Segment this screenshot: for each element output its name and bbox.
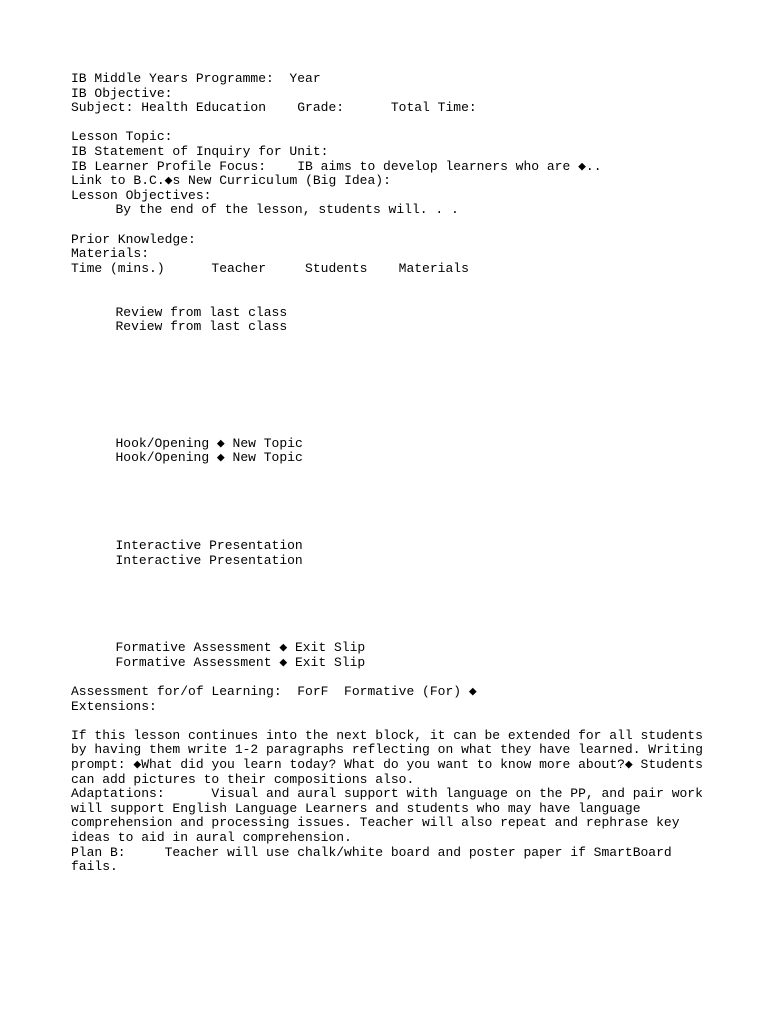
lesson-topic-line: Lesson Topic: [71, 129, 173, 145]
plan-b-paragraph: Plan B: Teacher will use chalk/white board and poster paper if SmartBoard fails. [71, 844, 672, 875]
activity-hook-line-2: Hook/Opening ◆ New Topic [115, 450, 303, 466]
activity-presentation-line-2: Interactive Presentation [115, 552, 303, 568]
lesson-objectives-label: Lesson Objectives: [71, 187, 212, 203]
prior-knowledge-line: Prior Knowledge: [71, 231, 196, 247]
activity-presentation-line-1: Interactive Presentation [115, 538, 303, 554]
learner-profile-line: IB Learner Profile Focus: IB aims to develop learners who are ◆.. [71, 158, 602, 174]
table-header-line: Time (mins.) Teacher Students Materials [71, 260, 469, 276]
extensions-paragraph: If this lesson continues into the next block, it can be extended for all students by having them write 1-2 paragraphs reflecting on what they have learned. Writing prompt: ◆What did you learn today? What do you want to know more about?◆ Students can add pictures to their compositions also. [71, 727, 703, 787]
statement-of-inquiry-line: IB Statement of Inquiry for Unit: [71, 143, 329, 159]
adaptations-paragraph: Adaptations: Visual and aural support with language on the PP, and pair work will support English Language Learners and students who may have language comprehension and processing issues. Teacher will also repeat and rephrase key ideas to aid in aural comprehension. [71, 786, 703, 845]
activity-hook-line-1: Hook/Opening ◆ New Topic [115, 435, 303, 451]
programme-line: IB Middle Years Programme: Year [71, 71, 321, 86]
activity-formative-line-1: Formative Assessment ◆ Exit Slip [115, 640, 366, 656]
extensions-label: Extensions: [71, 698, 157, 714]
activity-formative-line-2: Formative Assessment ◆ Exit Slip [115, 654, 366, 670]
subject-line: Subject: Health Education Grade: Total Time: [71, 100, 477, 116]
objective-line: IB Objective: [71, 85, 173, 101]
lesson-plan-document [71, 72, 721, 875]
activity-review-line-1: Review from last class [115, 304, 288, 320]
lesson-objectives-text: By the end of the lesson, students will. . . [115, 202, 459, 218]
activity-review-line-2: Review from last class [115, 319, 288, 335]
curriculum-link-line: Link to B.C.◆s New Curriculum (Big Idea): [71, 173, 391, 189]
assessment-line: Assessment for/of Learning: ForF Formative (For) ◆ [71, 684, 477, 700]
materials-line: Materials: [71, 246, 150, 262]
